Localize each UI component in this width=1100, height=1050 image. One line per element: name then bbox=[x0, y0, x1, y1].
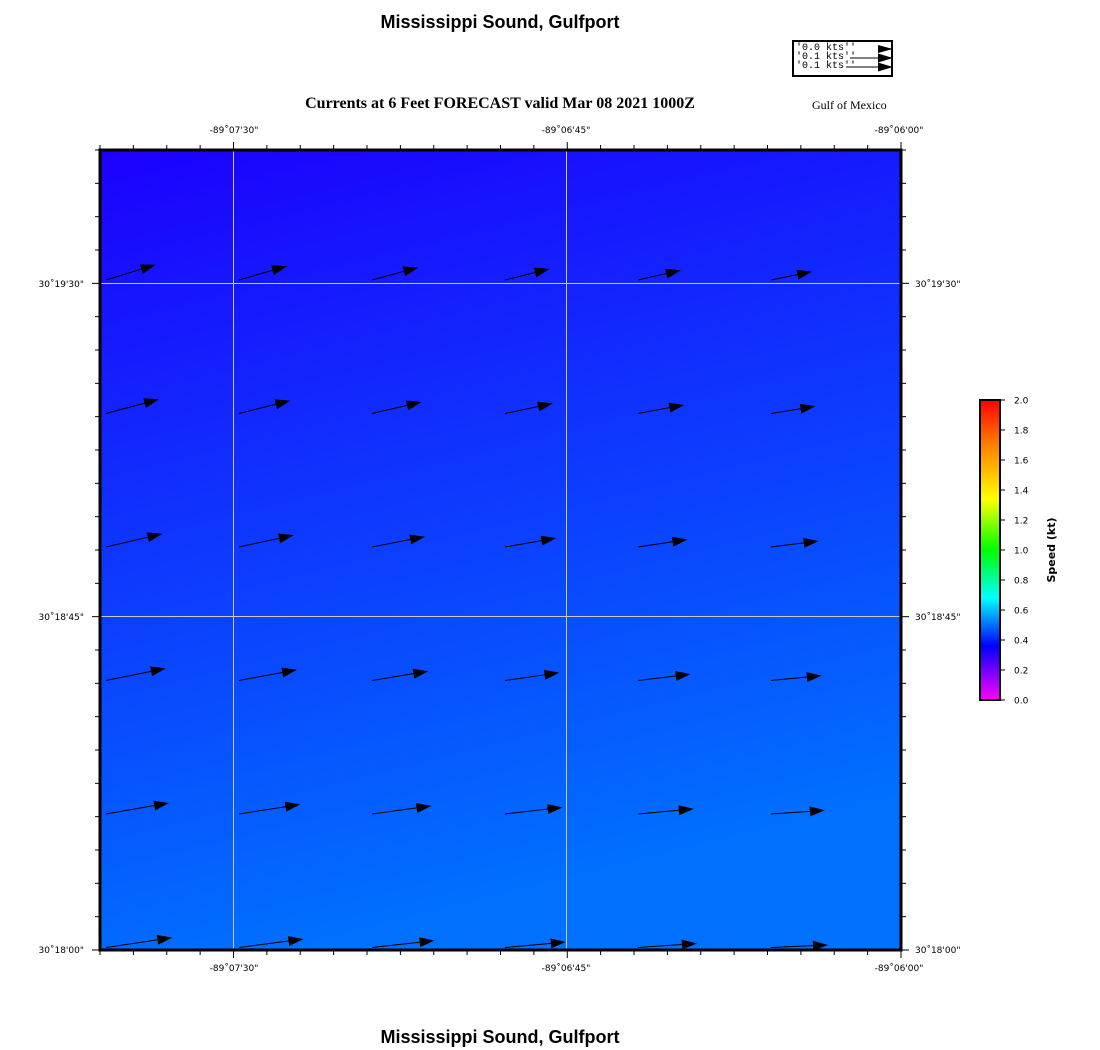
legend-entry-2: '0.1 kts'' bbox=[796, 52, 857, 63]
colorbar-tick-label: 1.4 bbox=[1014, 486, 1029, 497]
lon-tick-label-bottom: -89˚07'30" bbox=[209, 964, 259, 974]
colorbar-tick-label: 1.0 bbox=[1014, 546, 1029, 557]
colorbar-tick-label: 1.2 bbox=[1014, 516, 1029, 527]
colorbar-tick-label: 1.6 bbox=[1014, 456, 1029, 467]
legend-entry-1: '0.0 kts'' bbox=[796, 43, 857, 54]
map-title-bottom: Mississippi Sound, Gulfport bbox=[380, 1027, 620, 1047]
lat-tick-label-right: 30˚19'30" bbox=[915, 280, 961, 290]
speed-colorbar bbox=[980, 397, 1058, 707]
legend-entry-3: '0.1 kts'' bbox=[796, 61, 857, 72]
current-speed-field bbox=[100, 150, 901, 950]
lon-tick-label-top: -89˚06'45" bbox=[541, 126, 591, 136]
region-label: Gulf of Mexico bbox=[812, 98, 887, 112]
lon-tick-label-bottom: -89˚06'00" bbox=[874, 964, 924, 974]
lon-tick-label-bottom: -89˚06'45" bbox=[541, 964, 591, 974]
lat-tick-label-right: 30˚18'45" bbox=[915, 613, 961, 623]
colorbar-tick-label: 2.0 bbox=[1014, 396, 1029, 407]
lat-tick-label-right: 30˚18'00" bbox=[915, 946, 961, 956]
map-title-top: Mississippi Sound, Gulfport bbox=[380, 12, 620, 32]
colorbar-tick-label: 1.8 bbox=[1014, 426, 1029, 437]
colorbar-tick-label: 0.6 bbox=[1014, 606, 1029, 617]
colorbar-gradient bbox=[980, 400, 1000, 700]
forecast-subtitle: Currents at 6 Feet FORECAST valid Mar 08 2021 1000Z bbox=[305, 95, 695, 112]
lat-tick-label-left: 30˚19'30" bbox=[38, 280, 84, 290]
colorbar-tick-label: 0.2 bbox=[1014, 666, 1029, 677]
colorbar-tick-label: 0.0 bbox=[1014, 696, 1029, 707]
lat-tick-label-left: 30˚18'00" bbox=[38, 946, 84, 956]
lon-tick-label-top: -89˚06'00" bbox=[874, 126, 924, 136]
colorbar-label: Speed (kt) bbox=[1045, 517, 1058, 583]
lat-tick-label-left: 30˚18'45" bbox=[38, 613, 84, 623]
colorbar-tick-label: 0.8 bbox=[1014, 576, 1029, 587]
colorbar-tick-label: 0.4 bbox=[1014, 636, 1029, 647]
lon-tick-label-top: -89˚07'30" bbox=[209, 126, 259, 136]
